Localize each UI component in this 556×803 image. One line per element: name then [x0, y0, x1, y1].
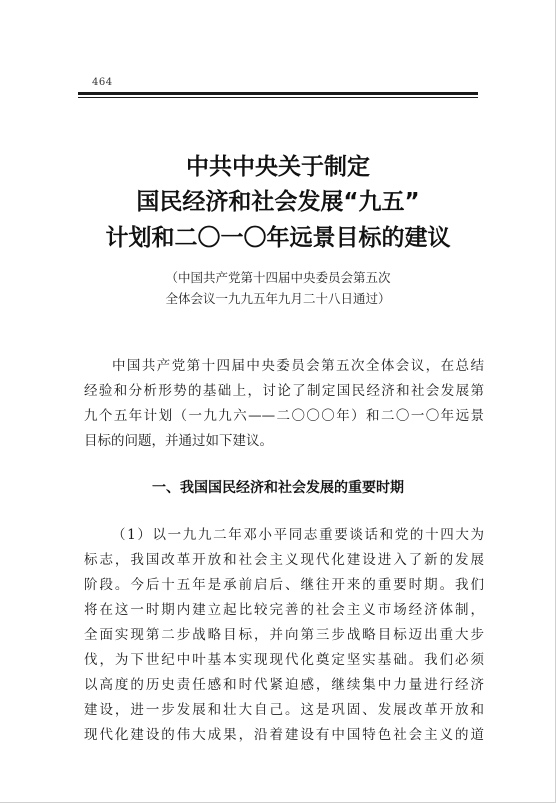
para1-line-7: 以高度的历史责任感和时代紧迫感，继续集中力量进行经济 — [84, 677, 484, 693]
intro-line-2: 经验和分析形势的基础上，讨论了制定国民经济和社会发展第 — [84, 383, 484, 399]
section-heading: 一、我国国民经济和社会发展的重要时期 — [152, 480, 404, 496]
title-line-1: 中共中央关于制定 — [186, 154, 370, 180]
intro-line-3: 九个五年计划（一九九六——二〇〇〇年）和二〇一〇年远景 — [84, 408, 484, 424]
header-rule-thin — [78, 97, 478, 98]
intro-line-4: 目标的问题，并通过如下建议。 — [84, 433, 273, 449]
para1-line-2: 标志，我国改革开放和社会主义现代化建设进入了新的发展 — [84, 552, 484, 568]
para1-line-6: 伐，为下世纪中叶基本实现现代化奠定坚实基础。我们必须 — [84, 652, 484, 668]
para1-line-8: 建设，进一步发展和壮大自己。这是巩固、发展改革开放和 — [84, 702, 484, 718]
para1-line-5: 全面实现第二步战略目标，并向第三步战略目标迈出重大步 — [84, 627, 484, 643]
title-line-2: 国民经济和社会发展“九五” — [136, 189, 420, 215]
para1-line-1: （1）以一九九二年邓小平同志重要谈话和党的十四大为 — [112, 527, 484, 543]
subtitle-line-2: 全体会议一九九五年九月二十八日通过） — [165, 291, 391, 306]
para1-line-9: 现代化建设的伟大成果，沿着建设有中国特色社会主义的道 — [84, 727, 484, 743]
para1-line-4: 将在这一时期内建立起比较完善的社会主义市场经济体制， — [84, 602, 484, 618]
subtitle-line-1: （中国共产党第十四届中央委员会第五次 — [165, 270, 391, 285]
para1-line-3: 阶段。今后十五年是承前启后、继往开来的重要时期。我们 — [84, 577, 484, 593]
header-rule-thick — [78, 92, 478, 95]
intro-line-1: 中国共产党第十四届中央委员会第五次全体会议，在总结 — [112, 358, 484, 374]
page-number: 464 — [92, 77, 113, 88]
title-line-3: 计划和二〇一〇年远景目标的建议 — [105, 225, 451, 251]
